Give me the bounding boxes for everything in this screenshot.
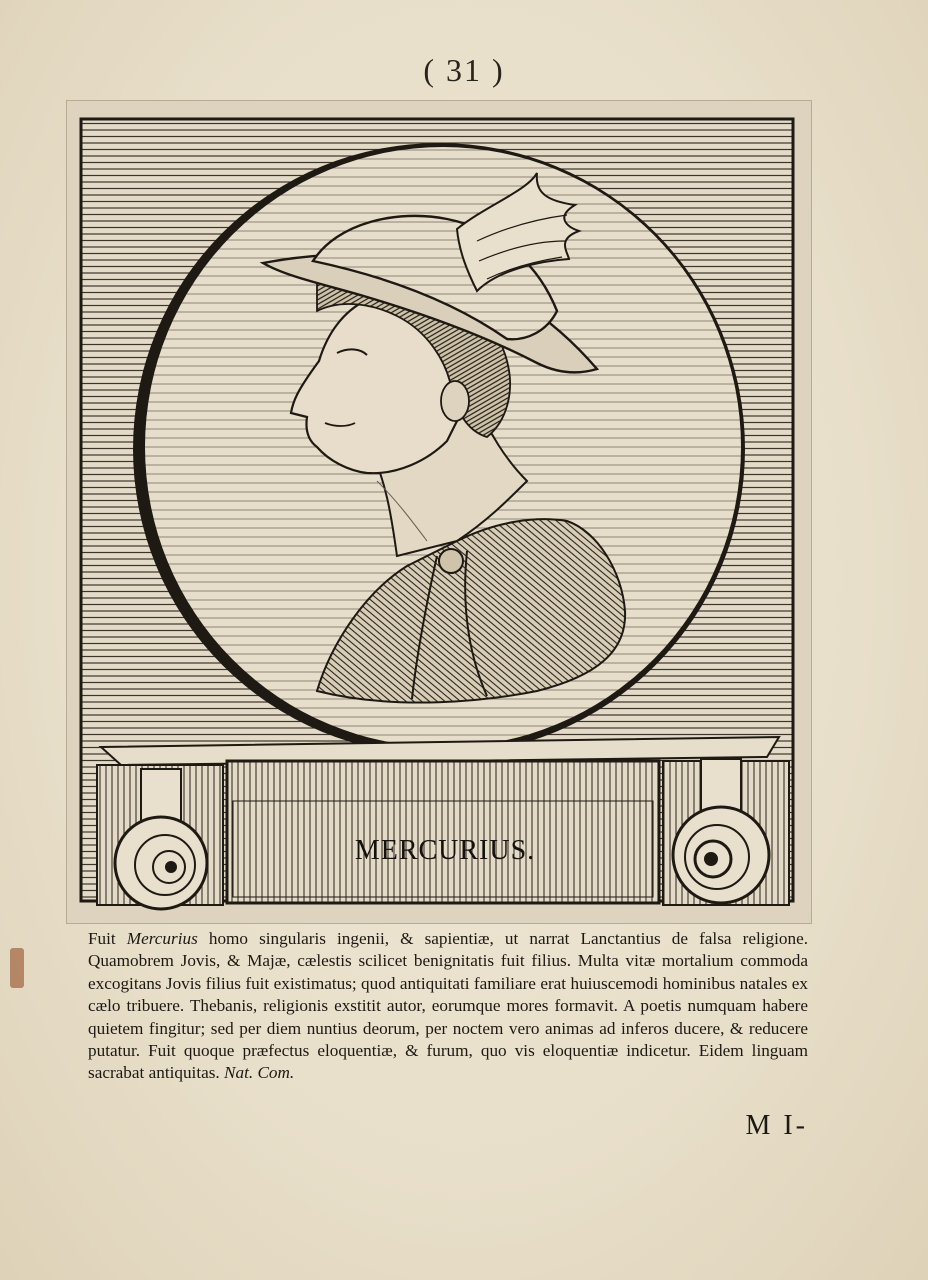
mercury-portrait-engraving bbox=[67, 101, 811, 923]
plate-caption: MERCURIUS. bbox=[354, 835, 536, 866]
text-segment: Fuit bbox=[88, 929, 127, 948]
page-number: ( 31 ) bbox=[423, 52, 505, 88]
commentary-paragraph bbox=[88, 928, 808, 1085]
text-segment-italic: Mercurius bbox=[126, 929, 198, 948]
engraved-plate bbox=[66, 100, 812, 924]
latin-commentary bbox=[88, 928, 808, 1085]
citation: Nat. Com. bbox=[224, 1063, 295, 1083]
catchword: M I- bbox=[745, 1110, 808, 1141]
caption-plaque bbox=[233, 801, 657, 901]
text-segment: homo singularis ingenii, & sapientiæ, ut narrat Lanctantius de falsa religione. Quamobrem Jovis, & Majæ, cælestis scilicet benignitatis fuit filius. Multa vitæ mortalium commoda excogitans Jovis filius fuit existimatus; quod antiquitati familiare erat huiuscemodi hominibus natales ex cælo tribuere. Thebanis, religionis exstitit autor, eorumque mores formavit. A poetis numquam habere quietem fingitur; sed per diem nuntius deorum, per noctem vero animas ad inferos ducere, & reducere putatur. Fuit quoque præfectus eloquentiæ, & furum, quo vis eloquentiæ indicetur. Eidem linguam sacrabat antiquitas. bbox=[88, 929, 808, 1083]
paper-stain bbox=[10, 948, 24, 988]
